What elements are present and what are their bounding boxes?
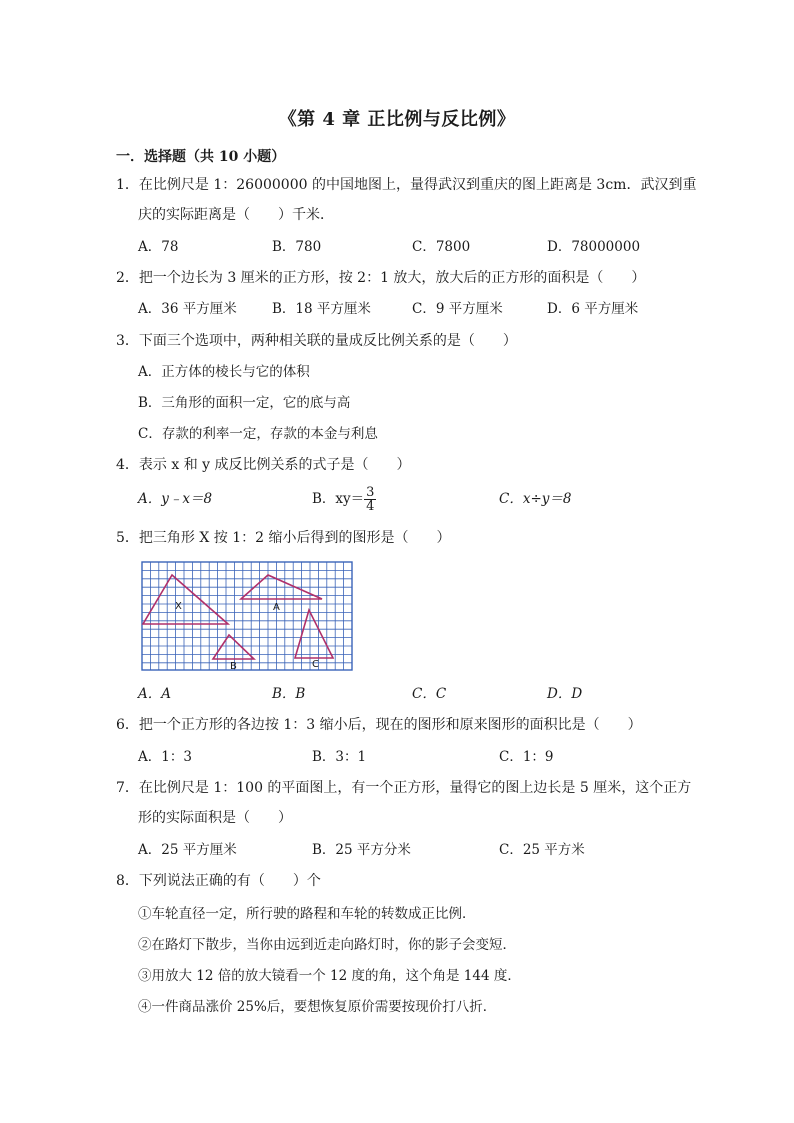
question-2-option-c: C．9 平方厘米 (412, 301, 503, 317)
question-8-item-2: ②在路灯下散步，当你由远到近走向路灯时，你的影子会变短． (138, 937, 516, 953)
question-7-option-b: B．25 平方分米 (312, 842, 411, 858)
label-c: C (312, 659, 319, 670)
question-6-option-a: A．1：3 (138, 749, 192, 765)
section-heading: 一．选择题（共 10 小题） (116, 149, 286, 165)
question-1-option-a: A．78 (138, 239, 179, 255)
fraction-numerator: 3 (366, 485, 375, 500)
triangle-x (143, 575, 228, 624)
fraction-denominator: 4 (366, 499, 375, 514)
question-7-option-a: A．25 平方厘米 (138, 842, 237, 858)
question-3-option-b: B．三角形的面积一定，它的底与高 (138, 395, 351, 411)
question-1-option-b: B．780 (272, 239, 322, 255)
label-x: X (175, 601, 182, 612)
question-5-line-1: 5．把三角形 X 按 1：2 缩小后得到的图形是（ ） (116, 530, 451, 546)
question-4-option-a: A．y﹣x＝8 (138, 491, 213, 507)
triangle-grid-figure (141, 561, 353, 675)
question-4-option-c: C．x÷y＝8 (499, 491, 572, 507)
question-5-option-b: B．B (272, 686, 306, 702)
question-8-item-4: ④一件商品涨价 25%后，要想恢复原价需要按现价打八折． (138, 999, 497, 1015)
question-2-line-1: 2．把一个边长为 3 厘米的正方形，按 2：1 放大，放大后的正方形的面积是（ ） (116, 270, 646, 286)
question-2-option-d: D．6 平方厘米 (547, 301, 639, 317)
question-6-line-1: 6．把一个正方形的各边按 1：3 缩小后，现在的图形和原来图形的面积比是（ ） (116, 717, 642, 733)
question-4-option-b-prefix: B．xy＝ (312, 491, 365, 507)
question-1-line-1: 1．在比例尺是 1：26000000 的中国地图上，量得武汉到重庆的图上距离是 3cm．武汉到重 (116, 177, 697, 193)
grid-lines (142, 562, 352, 670)
question-3-option-c: C．存款的利率一定，存款的本金与利息 (138, 426, 378, 442)
question-7-line-1: 7．在比例尺是 1：100 的平面图上，有一个正方形，量得它的图上边长是 5 厘米，这个正方 (116, 780, 692, 796)
question-7-option-c: C．25 平方米 (499, 842, 585, 858)
triangle-c (295, 610, 333, 658)
question-2-option-b: B．18 平方厘米 (272, 301, 371, 317)
question-5-option-d: D．D (547, 686, 583, 702)
question-2-option-a: A．36 平方厘米 (138, 301, 237, 317)
question-6-option-b: B．3：1 (312, 749, 367, 765)
grid-border (142, 562, 352, 670)
question-1-option-d: D．78000000 (547, 239, 641, 255)
question-4-option-b (312, 480, 376, 518)
question-8-item-3: ③用放大 12 倍的放大镜看一个 12 度的角，这个角是 144 度． (138, 968, 521, 984)
question-8-line-1: 8．下列说法正确的有（ ）个 (116, 873, 321, 889)
document-title: 《第 4 章 正比例与反比例》 (278, 109, 516, 130)
question-1-option-c: C．7800 (412, 239, 471, 255)
question-7-line-2: 形的实际面积是（ ） (138, 810, 292, 826)
question-3-line-1: 3．下面三个选项中，两种相关联的量成反比例关系的是（ ） (116, 333, 517, 349)
grid-figure-svg (141, 561, 353, 671)
question-5-option-a: A．A (138, 686, 171, 702)
question-6-option-c: C．1：9 (499, 749, 554, 765)
label-b: B (230, 661, 237, 671)
triangle-b (213, 635, 254, 659)
question-3-option-a: A．正方体的棱长与它的体积 (138, 364, 310, 380)
question-5-option-c: C．C (412, 686, 447, 702)
question-1-line-2: 庆的实际距离是（ ）千米． (138, 207, 334, 223)
fraction (364, 486, 376, 513)
label-a: A (273, 602, 280, 613)
question-4-line-1: 4．表示 x 和 y 成反比例关系的式子是（ ） (116, 457, 411, 473)
question-8-item-1: ①车轮直径一定，所行驶的路程和车轮的转数成正比例． (138, 906, 476, 922)
